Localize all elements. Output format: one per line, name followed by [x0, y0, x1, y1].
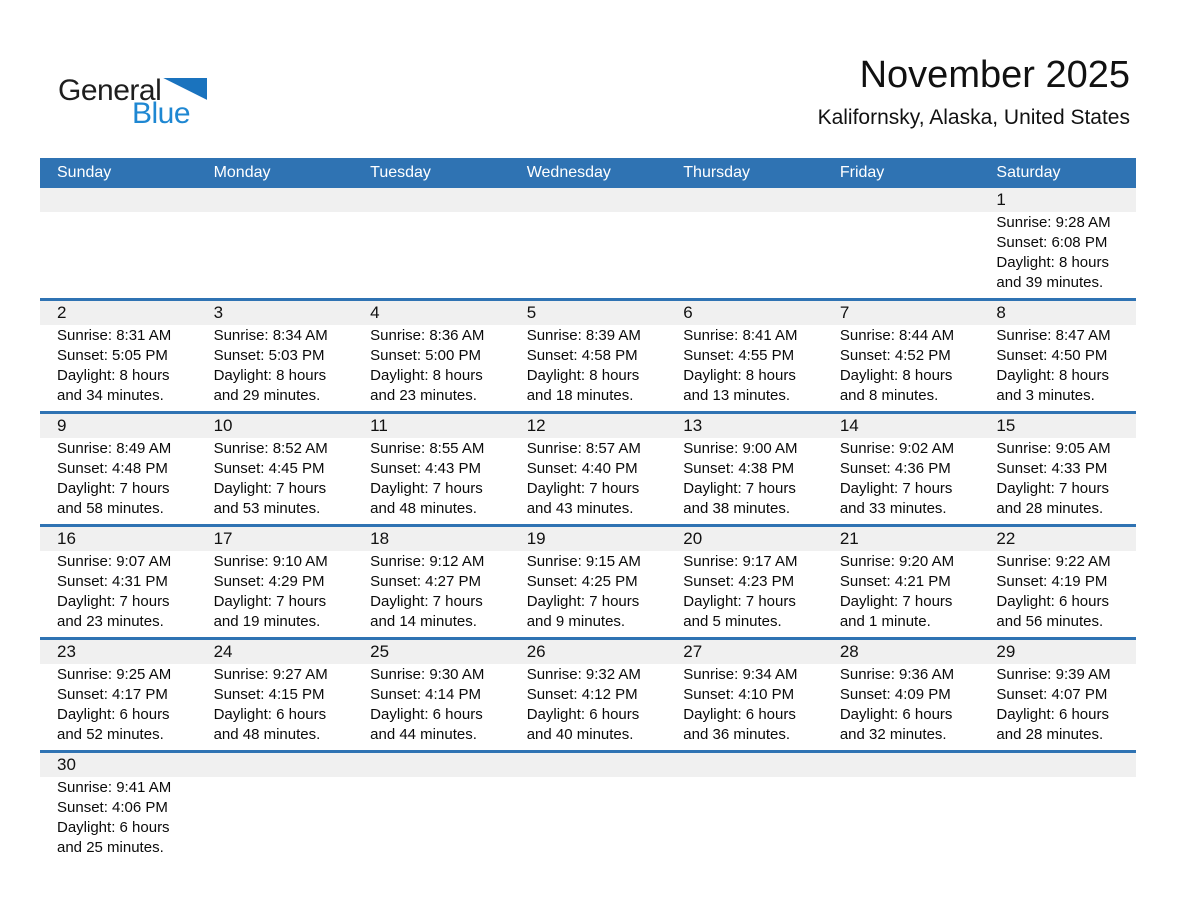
day-info-line: and 39 minutes.: [996, 274, 1104, 291]
day-cell-11: [353, 439, 510, 519]
week-row: [40, 411, 1136, 524]
day-info-line: and 14 minutes.: [370, 613, 477, 630]
day-info-line: Sunrise: 9:30 AM: [370, 666, 485, 683]
day-info-line: Sunrise: 8:34 AM: [213, 327, 328, 344]
day-cell-empty: [510, 213, 667, 293]
day-info-line: Sunset: 4:29 PM: [213, 573, 325, 590]
day-info-line: Daylight: 6 hours: [526, 706, 640, 723]
weekday-saturday: Saturday: [996, 164, 1061, 181]
day-info-line: Daylight: 8 hours: [370, 367, 483, 384]
general-blue-logo: [58, 76, 207, 129]
day-info-line: Daylight: 7 hours: [839, 480, 953, 497]
day-info-line: Sunrise: 9:05 AM: [996, 440, 1111, 457]
day-info-line: Sunrise: 9:41 AM: [57, 779, 172, 796]
day-cell-20: [666, 552, 823, 632]
day-info-line: Sunset: 5:03 PM: [213, 347, 325, 364]
day-info-line: Sunrise: 9:12 AM: [370, 553, 485, 570]
day-info-line: and 40 minutes.: [526, 726, 634, 743]
day-info-line: Sunrise: 8:36 AM: [370, 327, 485, 344]
logo-text-blue: Blue: [132, 97, 191, 130]
day-cell-empty: [353, 213, 510, 293]
day-info-line: and 28 minutes.: [996, 726, 1104, 743]
day-info-line: Sunrise: 9:00 AM: [683, 440, 798, 457]
day-number-band: [40, 527, 1136, 551]
day-info-line: Sunrise: 9:34 AM: [683, 666, 798, 683]
day-info-line: Daylight: 6 hours: [683, 706, 796, 723]
day-info-line: Sunrise: 8:49 AM: [57, 440, 172, 457]
day-info-line: and 33 minutes.: [839, 500, 947, 517]
day-info-line: Sunset: 4:33 PM: [996, 460, 1108, 477]
day-number-30: 30: [57, 755, 76, 774]
day-info-band: [40, 777, 1136, 863]
day-info-line: Daylight: 7 hours: [370, 593, 483, 610]
page-title: November 2025: [859, 54, 1130, 96]
day-number-23: 23: [57, 642, 76, 661]
day-info-line: Daylight: 8 hours: [996, 367, 1109, 384]
day-number-9: 9: [57, 416, 67, 435]
day-info-line: Sunset: 4:27 PM: [370, 573, 482, 590]
day-cell-26: [510, 665, 667, 745]
day-info-line: Daylight: 8 hours: [213, 367, 327, 384]
day-cell-empty: [823, 778, 980, 858]
week-row: [40, 524, 1136, 637]
day-number-band: [40, 188, 1136, 212]
day-info-band: [40, 664, 1136, 750]
day-number-19: 19: [526, 529, 546, 548]
day-cell-12: [510, 439, 667, 519]
day-info-line: Daylight: 8 hours: [526, 367, 640, 384]
day-info-line: Sunrise: 9:25 AM: [57, 666, 172, 683]
day-info-line: Daylight: 7 hours: [683, 593, 796, 610]
day-cell-22: [979, 552, 1136, 632]
title-block: [817, 54, 1130, 130]
day-info-line: Sunrise: 9:39 AM: [996, 666, 1111, 683]
weekday-thursday: Thursday: [683, 164, 750, 181]
day-info-line: Daylight: 8 hours: [996, 254, 1109, 271]
day-info-line: Sunrise: 9:27 AM: [213, 666, 328, 683]
day-cell-15: [979, 439, 1136, 519]
week-row: [40, 750, 1136, 863]
day-info-line: Sunset: 5:00 PM: [370, 347, 482, 364]
day-info-line: Daylight: 7 hours: [213, 480, 327, 497]
day-info-line: Sunrise: 9:36 AM: [839, 666, 955, 683]
weeks-container: [40, 188, 1136, 863]
week-row: [40, 298, 1136, 411]
day-info-line: Sunset: 4:52 PM: [839, 347, 951, 364]
day-info-line: and 53 minutes.: [213, 500, 321, 517]
day-number-1: 1: [996, 190, 1006, 209]
day-number-26: 26: [526, 642, 546, 661]
day-info-line: and 58 minutes.: [57, 500, 164, 517]
day-info-line: Sunset: 4:38 PM: [683, 460, 795, 477]
day-number-28: 28: [839, 642, 859, 661]
day-info-line: Daylight: 6 hours: [57, 706, 170, 723]
day-info-line: and 8 minutes.: [839, 387, 939, 404]
day-number-10: 10: [213, 416, 233, 435]
day-info-line: Daylight: 7 hours: [683, 480, 796, 497]
day-info-band: [40, 325, 1136, 411]
day-cell-empty: [197, 778, 354, 858]
day-info-line: Sunset: 4:14 PM: [370, 686, 482, 703]
day-number-11: 11: [370, 416, 388, 435]
day-info-line: Sunset: 4:48 PM: [57, 460, 168, 477]
day-info-line: Sunset: 4:07 PM: [996, 686, 1108, 703]
day-number-18: 18: [370, 529, 390, 548]
day-number-20: 20: [683, 529, 703, 548]
day-number-24: 24: [213, 642, 233, 661]
day-info-line: Sunset: 4:43 PM: [370, 460, 482, 477]
page-header: [0, 0, 1188, 158]
day-info-line: Sunrise: 8:55 AM: [370, 440, 485, 457]
day-cell-empty: [197, 213, 354, 293]
day-info-line: and 13 minutes.: [683, 387, 791, 404]
day-info-line: and 23 minutes.: [370, 387, 477, 404]
weekday-header-row: [40, 158, 1136, 188]
day-info-line: Sunrise: 8:31 AM: [57, 327, 172, 344]
day-info-line: and 38 minutes.: [683, 500, 791, 517]
day-info-line: and 19 minutes.: [213, 613, 321, 630]
page-subtitle: Kalifornsky, Alaska, United States: [817, 105, 1130, 129]
weekday-sunday: Sunday: [57, 164, 112, 181]
day-number-band: [40, 414, 1136, 438]
weekday-friday: Friday: [839, 164, 885, 181]
day-info-line: and 3 minutes.: [996, 387, 1095, 404]
day-cell-17: [197, 552, 354, 632]
day-info-line: Sunrise: 9:07 AM: [57, 553, 172, 570]
day-cell-empty: [666, 778, 823, 858]
day-cell-14: [823, 439, 980, 519]
day-info-line: Sunset: 4:31 PM: [57, 573, 168, 590]
day-number-12: 12: [526, 416, 546, 435]
day-info-line: and 44 minutes.: [370, 726, 477, 743]
day-info-line: Sunrise: 9:15 AM: [526, 553, 641, 570]
day-cell-16: [40, 552, 197, 632]
day-info-band: [40, 212, 1136, 298]
day-info-line: Daylight: 7 hours: [996, 480, 1109, 497]
day-cell-7: [823, 326, 980, 406]
day-info-line: and 5 minutes.: [683, 613, 782, 630]
day-number-21: 21: [839, 529, 859, 548]
day-cell-23: [40, 665, 197, 745]
day-info-line: Sunrise: 9:22 AM: [996, 553, 1111, 570]
day-cell-29: [979, 665, 1136, 745]
day-info-line: Sunrise: 9:32 AM: [526, 666, 641, 683]
day-number-band: [40, 301, 1136, 325]
weekday-tuesday: Tuesday: [370, 164, 431, 181]
day-info-band: [40, 438, 1136, 524]
day-info-line: Sunset: 4:23 PM: [683, 573, 795, 590]
day-number-13: 13: [683, 416, 703, 435]
day-cell-empty: [979, 778, 1136, 858]
day-info-line: Daylight: 8 hours: [839, 367, 953, 384]
day-info-line: Sunset: 4:36 PM: [839, 460, 951, 477]
day-number-15: 15: [996, 416, 1016, 435]
day-info-line: Sunset: 4:40 PM: [526, 460, 638, 477]
day-number-2: 2: [57, 303, 67, 322]
day-cell-6: [666, 326, 823, 406]
day-info-line: and 36 minutes.: [683, 726, 791, 743]
day-info-line: Sunrise: 9:17 AM: [683, 553, 798, 570]
day-info-line: and 28 minutes.: [996, 500, 1104, 517]
day-info-line: Daylight: 6 hours: [996, 593, 1109, 610]
day-info-line: Sunset: 4:21 PM: [839, 573, 951, 590]
day-info-line: and 9 minutes.: [526, 613, 626, 630]
day-cell-empty: [823, 213, 980, 293]
day-info-line: and 56 minutes.: [996, 613, 1104, 630]
day-cell-27: [666, 665, 823, 745]
day-info-line: and 25 minutes.: [57, 839, 164, 856]
day-number-27: 27: [683, 642, 703, 661]
day-info-line: Sunset: 4:58 PM: [526, 347, 638, 364]
day-info-line: and 23 minutes.: [57, 613, 164, 630]
day-cell-19: [510, 552, 667, 632]
day-info-line: Daylight: 6 hours: [213, 706, 327, 723]
day-cell-1: [979, 213, 1136, 293]
day-info-line: and 29 minutes.: [213, 387, 321, 404]
day-cell-empty: [353, 778, 510, 858]
day-info-line: Sunset: 4:06 PM: [57, 799, 168, 816]
day-info-line: Sunrise: 8:47 AM: [996, 327, 1111, 344]
day-number-6: 6: [683, 303, 693, 322]
day-info-line: Daylight: 7 hours: [57, 480, 170, 497]
day-info-line: Daylight: 7 hours: [213, 593, 327, 610]
day-cell-10: [197, 439, 354, 519]
day-info-line: Sunset: 4:25 PM: [526, 573, 638, 590]
day-info-line: Sunset: 4:09 PM: [839, 686, 951, 703]
day-info-line: Sunrise: 9:10 AM: [213, 553, 328, 570]
day-info-line: Sunset: 4:50 PM: [996, 347, 1108, 364]
day-info-line: Sunset: 6:08 PM: [996, 234, 1108, 251]
day-info-line: Daylight: 7 hours: [526, 480, 640, 497]
day-info-line: Sunrise: 8:41 AM: [683, 327, 798, 344]
week-row: [40, 188, 1136, 298]
day-info-line: Sunset: 4:55 PM: [683, 347, 795, 364]
logo-text-general: General: [58, 74, 162, 107]
day-cell-21: [823, 552, 980, 632]
day-info-band: [40, 551, 1136, 637]
day-cell-empty: [40, 213, 197, 293]
day-info-line: Sunset: 5:05 PM: [57, 347, 168, 364]
day-info-line: Sunset: 4:17 PM: [57, 686, 168, 703]
day-number-4: 4: [370, 303, 380, 322]
day-cell-empty: [510, 778, 667, 858]
day-info-line: and 18 minutes.: [526, 387, 634, 404]
day-info-line: Daylight: 7 hours: [370, 480, 483, 497]
day-cell-9: [40, 439, 197, 519]
day-cell-empty: [666, 213, 823, 293]
day-info-line: and 48 minutes.: [213, 726, 321, 743]
day-info-line: Sunset: 4:10 PM: [683, 686, 795, 703]
day-info-line: and 34 minutes.: [57, 387, 164, 404]
day-info-line: and 32 minutes.: [839, 726, 947, 743]
day-number-14: 14: [839, 416, 859, 435]
day-cell-28: [823, 665, 980, 745]
day-info-line: Daylight: 8 hours: [57, 367, 170, 384]
day-info-line: Sunset: 4:45 PM: [213, 460, 325, 477]
day-number-7: 7: [839, 303, 850, 322]
day-info-line: Daylight: 8 hours: [683, 367, 796, 384]
day-number-3: 3: [213, 303, 224, 322]
day-number-29: 29: [996, 642, 1016, 661]
day-info-line: Sunrise: 8:44 AM: [839, 327, 955, 344]
day-info-line: Sunrise: 8:52 AM: [213, 440, 328, 457]
day-info-line: Daylight: 7 hours: [57, 593, 170, 610]
day-info-line: and 43 minutes.: [526, 500, 634, 517]
day-number-16: 16: [57, 529, 76, 548]
day-info-line: Daylight: 6 hours: [370, 706, 483, 723]
day-number-17: 17: [213, 529, 233, 548]
day-number-5: 5: [526, 303, 537, 322]
day-number-25: 25: [370, 642, 390, 661]
day-cell-4: [353, 326, 510, 406]
day-number-8: 8: [996, 303, 1006, 322]
day-info-line: Sunrise: 9:20 AM: [839, 553, 955, 570]
week-row: [40, 637, 1136, 750]
day-info-line: Sunrise: 9:02 AM: [839, 440, 955, 457]
day-info-line: and 48 minutes.: [370, 500, 477, 517]
day-info-line: Sunrise: 8:39 AM: [526, 327, 641, 344]
day-info-line: and 1 minute.: [839, 613, 931, 630]
day-number-band: [40, 753, 1136, 777]
day-info-line: Sunrise: 8:57 AM: [526, 440, 641, 457]
day-cell-25: [353, 665, 510, 745]
day-info-line: and 52 minutes.: [57, 726, 164, 743]
day-cell-3: [197, 326, 354, 406]
day-info-line: Daylight: 7 hours: [526, 593, 640, 610]
day-info-line: Sunset: 4:12 PM: [526, 686, 638, 703]
day-info-line: Sunrise: 9:28 AM: [996, 214, 1111, 231]
day-cell-2: [40, 326, 197, 406]
day-cell-8: [979, 326, 1136, 406]
day-info-line: Daylight: 6 hours: [996, 706, 1109, 723]
day-cell-13: [666, 439, 823, 519]
day-info-line: Sunset: 4:19 PM: [996, 573, 1108, 590]
day-info-line: Daylight: 6 hours: [839, 706, 953, 723]
day-number-band: [40, 640, 1136, 664]
weekday-monday: Monday: [213, 164, 271, 181]
day-info-line: Sunset: 4:15 PM: [213, 686, 325, 703]
weekday-wednesday: Wednesday: [526, 164, 611, 181]
day-cell-5: [510, 326, 667, 406]
calendar-table: [40, 158, 1136, 863]
day-number-22: 22: [996, 529, 1016, 548]
day-info-line: Daylight: 6 hours: [57, 819, 170, 836]
day-info-line: Daylight: 7 hours: [839, 593, 953, 610]
day-cell-30: [40, 778, 197, 858]
day-cell-24: [197, 665, 354, 745]
day-cell-18: [353, 552, 510, 632]
